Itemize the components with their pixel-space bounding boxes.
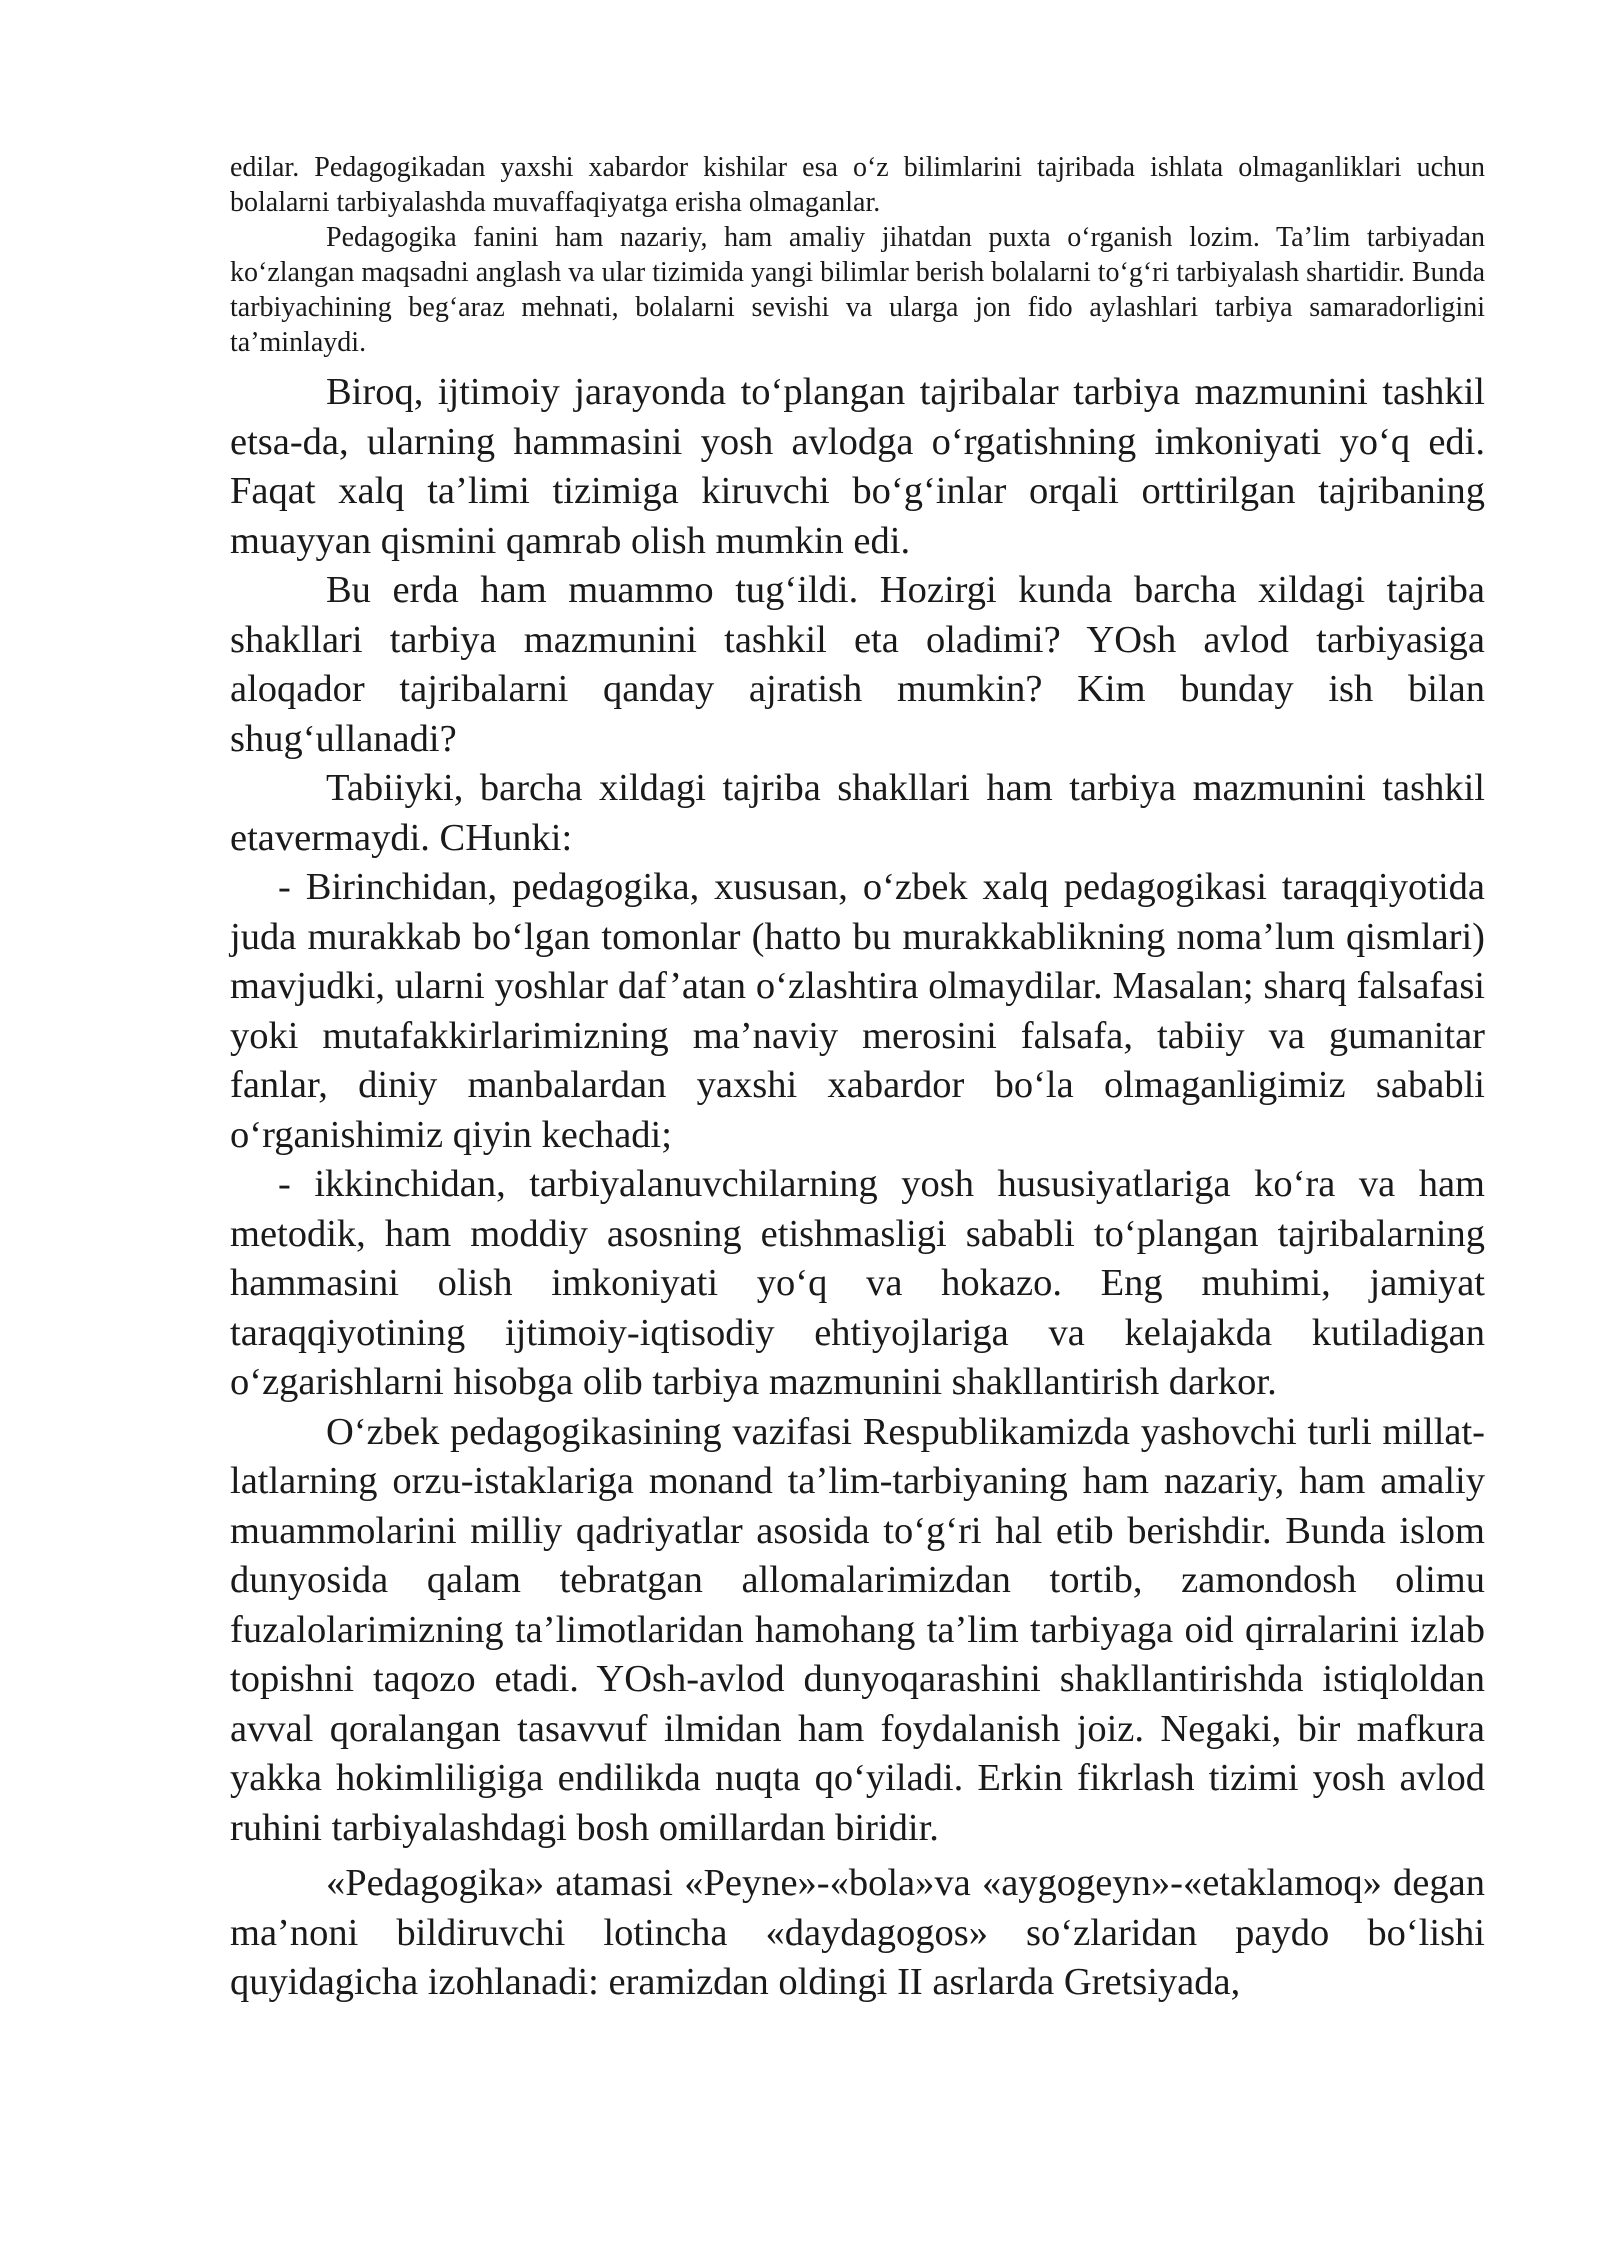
paragraph: Tabiiyki, barcha xildagi tajriba shakllari ham tarbiya mazmunini tashkil etavermaydi. CHunki: — [230, 767, 1485, 859]
small-paragraph: edilar. Pedagogikadan yaxshi xabardor kishilar esa o‘z bilimlarini tajribada ishlata olmaganliklari uchun bolalarni tarbiyalashda muvaffaqiyatga erisha olmaganlar. — [230, 152, 1485, 218]
paragraph: Bu erda ham muammo tug‘ildi. Hozirgi kunda barcha xildagi tajriba shakllari tarbiya mazmunini tashkil eta oladimi? YOsh avlod tarbiyasiga aloqador tajribalarni qanday ajratish mumkin? Kim bunday ish bilan shug‘ullanadi? — [230, 569, 1485, 760]
main-text-block — [230, 368, 1485, 2008]
paragraph: «Pedagogika» atamasi «Peyne»-«bola»va «aygogeyn»-«etaklamoq» degan ma’noni bildiruvchi lotincha «daydagogos» so‘zlaridan paydo bo‘lishi quyidagicha izohlanadi: eramizdan oldingi II asrlarda Gretsiyada, — [230, 1862, 1485, 2003]
small-paragraph: Pedagogika fanini ham nazariy, ham amaliy jihatdan puxta o‘rganish lozim. Ta’lim tarbiyadan ko‘zlangan maqsadni anglash va ular tizimida yangi bilimlar berish bolalarni to‘g‘ri tarbiyalash shartidir. Bunda tarbiyachining beg‘araz mehnati, bolalarni sevishi va ularga jon fido aylashlari tarbiya samaradorligini ta’minlaydi. — [230, 222, 1485, 358]
list-paragraph: - ikkinchidan, tarbiyalanuvchilarning yosh hususiyatlariga ko‘ra va ham metodik, ham moddiy asosning etishmasligi sababli to‘plangan tajribalarning hammasini olish imkoniyati yo‘q va hokazo. Eng muhimi, jamiyat taraqqiyotining ijtimoiy-iqtisodiy ehtiyojlariga va kelajakda kutiladigan o‘zgarishlarni hisobga olib tarbiya mazmunini shakllantirish darkor. — [230, 1163, 1485, 1403]
list-paragraph: - Birinchidan, pedagogika, xususan, o‘zbek xalq pedagogikasi taraqqiyotida juda murakkab bo‘lgan tomonlar (hatto bu murakkablikning noma’lum qismlari) mavjudki, ularni yoshlar daf’atan o‘zlashtira olmaydilar. Masalan; sharq falsafasi yoki mutafakkirlarimizning ma’naviy merosini falsafa, tabiiy va gumanitar fanlar, diniy manbalardan yaxshi xabardor bo‘la olmaganligimiz sababli o‘rganishimiz qiyin kechadi; — [230, 866, 1485, 1156]
small-text-block — [230, 150, 1485, 360]
paragraph: O‘zbek pedagogikasining vazifasi Respublikamizda yashovchi turli millat-latlarning orzu-istaklariga monand ta’lim-tarbiyaning ham nazariy, ham amaliy muammolarini milliy qadriyatlar asosida to‘g‘ri hal etib berishdir. Bunda islom dunyosida qalam tebratgan allomalarimizdan tortib, zamondosh olimu fuzalolarimizning ta’limotlaridan hamohang ta’lim tarbiyaga oid qirralarini izlab topishni taqozo etadi. YOsh-avlod dunyoqarashini shakllantirishda istiqloldan avval qoralangan tasavvuf ilmidan ham foydalanish joiz. Negaki, bir mafkura yakka hokimliligiga endilikda nuqta qo‘yiladi. Erkin fikrlash tizimi yosh avlod ruhini tarbiyalashdagi bosh omillardan biridir. — [230, 1410, 1485, 1849]
document-page — [230, 150, 1485, 2008]
paragraph: Biroq, ijtimoiy jarayonda to‘plangan tajribalar tarbiya mazmunini tashkil etsa-da, ularning hammasini yosh avlodga o‘rgatishning imkoniyati yo‘q edi. Faqat xalq ta’limi tizimiga kiruvchi bo‘g‘inlar orqali orttirilgan tajribaning muayyan qismini qamrab olish mumkin edi. — [230, 371, 1485, 562]
